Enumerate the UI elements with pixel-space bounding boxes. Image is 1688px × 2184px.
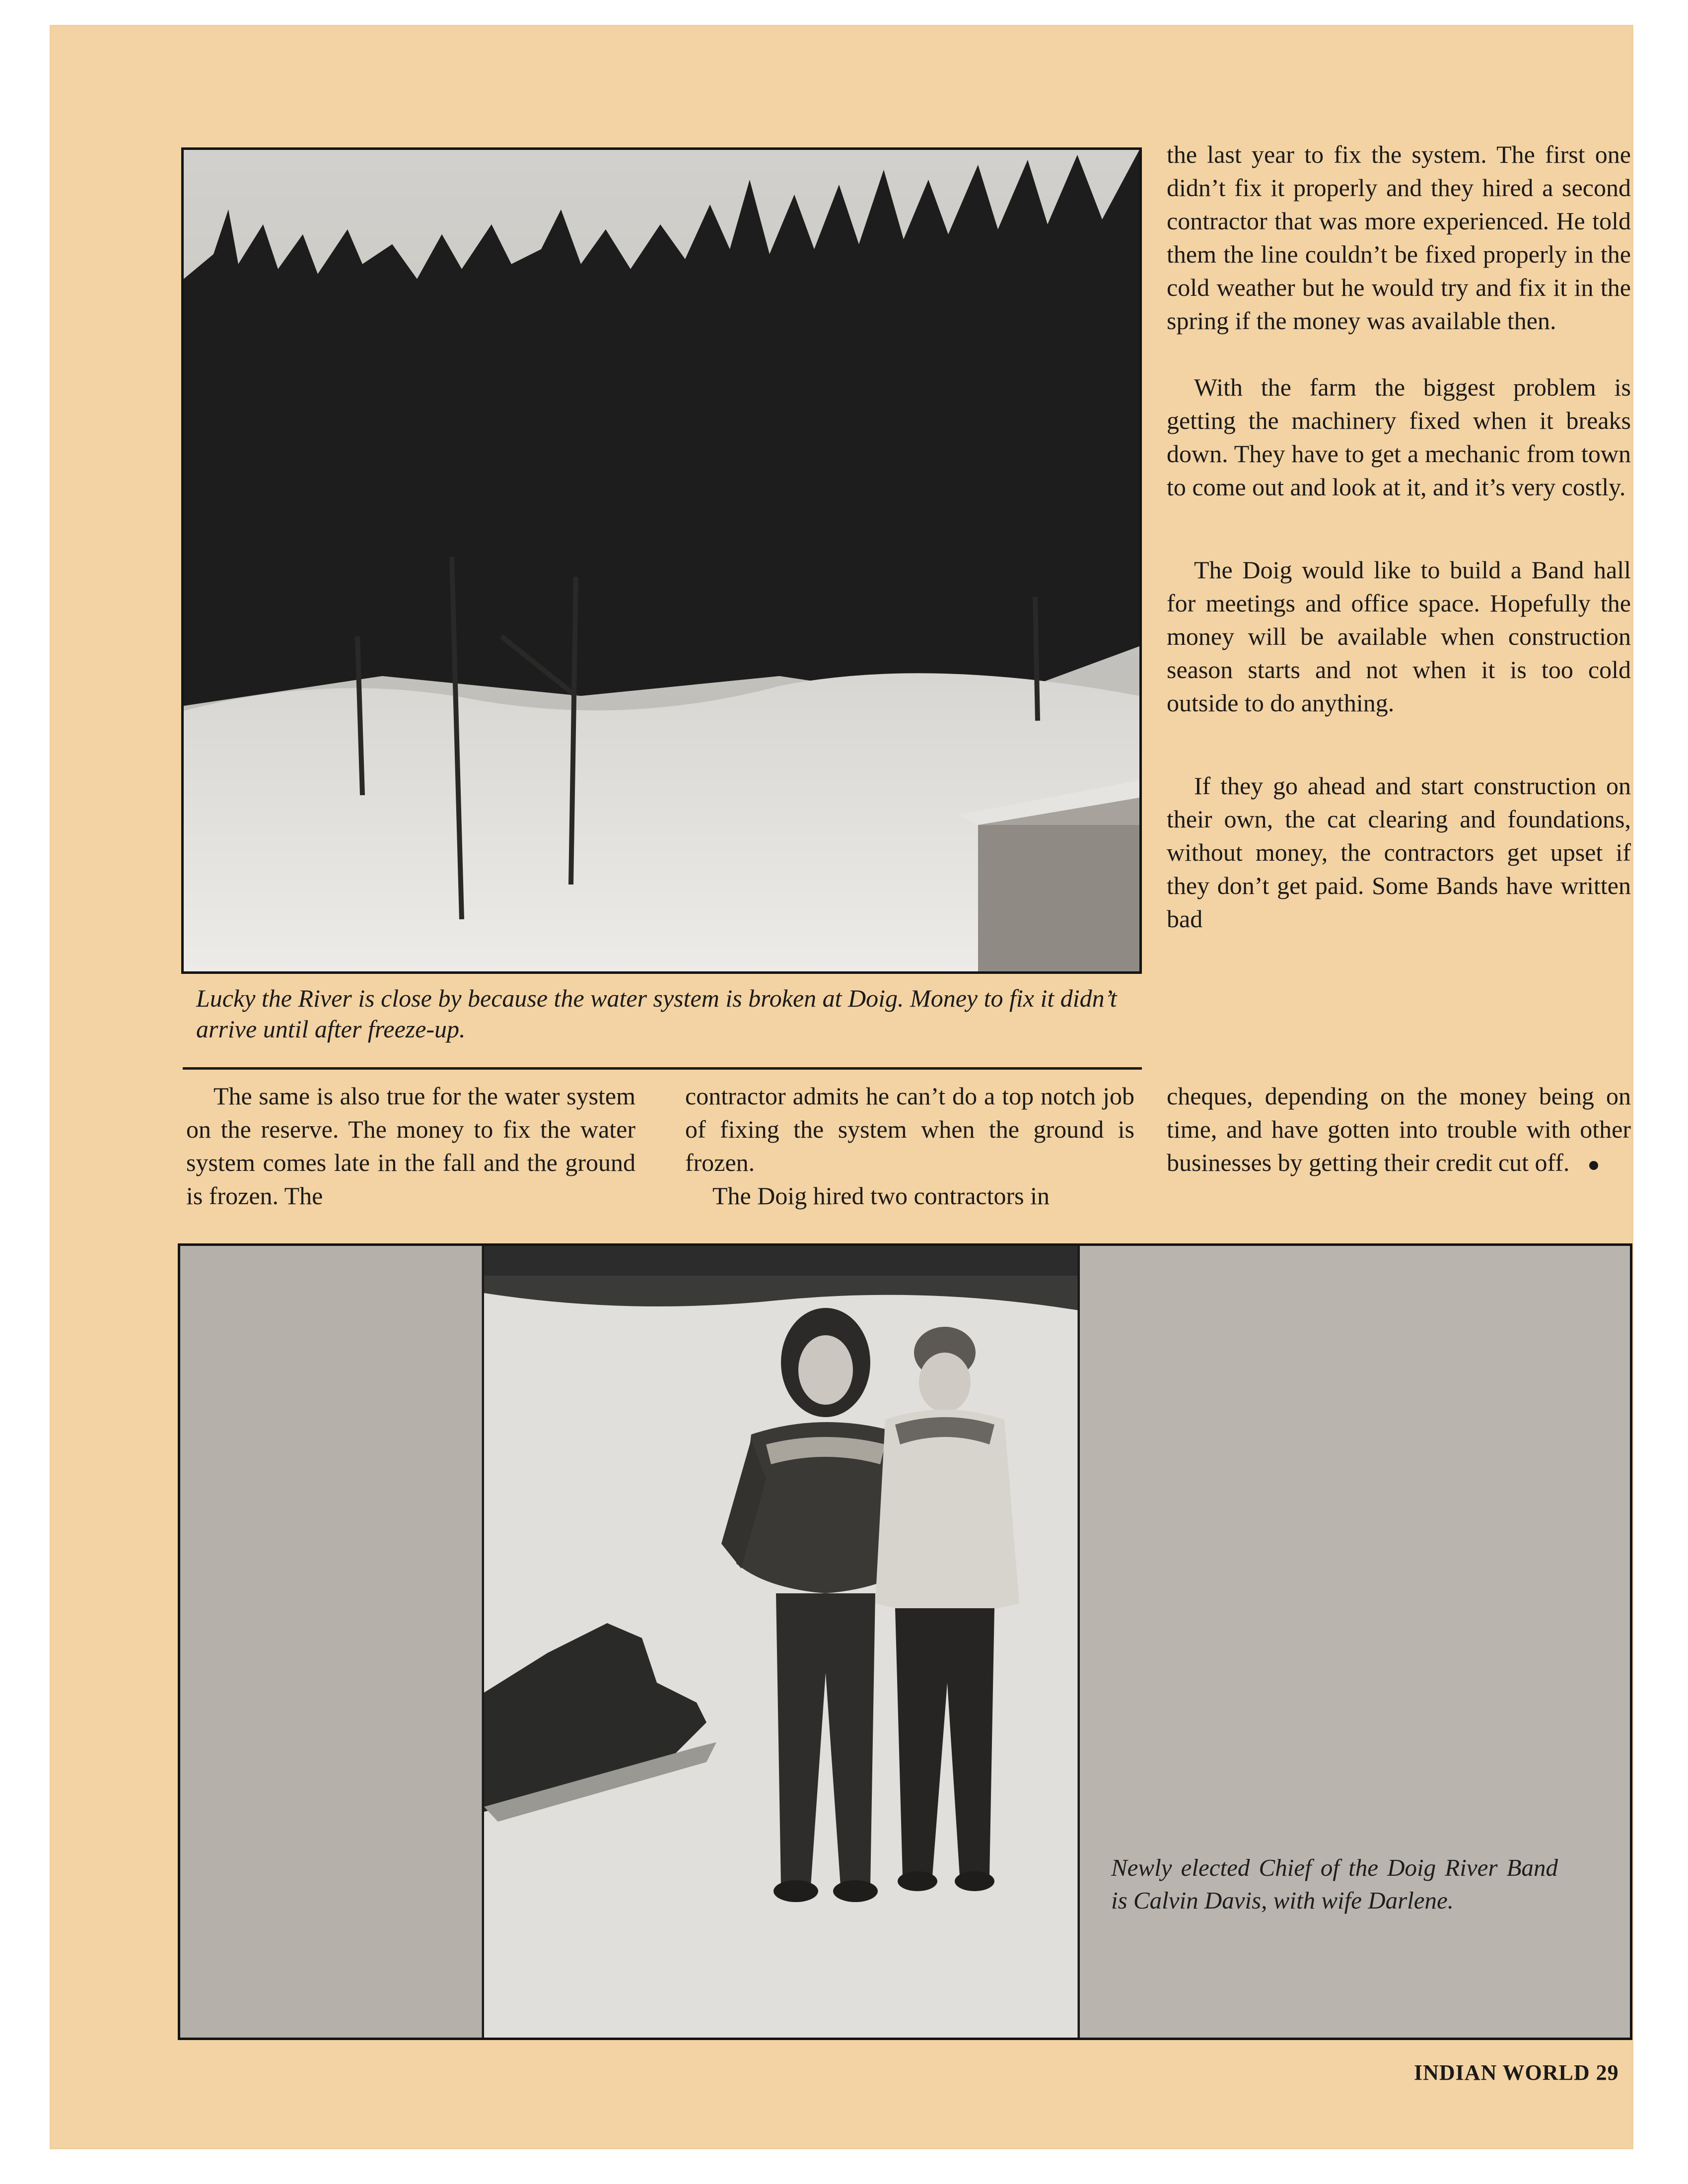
photo-chief-and-wife <box>178 1243 1632 2040</box>
column-3-text <box>1167 1080 1631 1179</box>
paragraph: contractor admits he can’t do a top notch job of fixing the system when the ground is frozen. <box>685 1082 1134 1176</box>
caption-top-photo: Lucky the River is close by because the water system is broken at Doig. Money to fix it didn’t arrive until after freeze-up. <box>196 984 1117 1043</box>
couple-illustration <box>180 1246 1630 2038</box>
photo-winter-forest <box>181 147 1142 974</box>
forest-illustration <box>184 150 1139 971</box>
paragraph: With the farm the biggest problem is getting the machinery fixed when it breaks down. They have to get a mechanic from town to come out and look at it, and it’s very costly. <box>1167 373 1631 501</box>
end-mark-bullet <box>1589 1161 1598 1170</box>
paragraph: The Doig hired two contractors in <box>712 1182 1050 1210</box>
paragraph: The Doig would like to build a Band hall for meetings and office space. Hopefully the money will be available when construction season starts and not when it is too cold outside to do anything. <box>1167 556 1631 717</box>
caption-bottom-photo: Newly elected Chief of the Doig River Band is Calvin Davis, with wife Darlene. <box>1111 1854 1558 1914</box>
column-1-text <box>186 1080 635 1213</box>
caption-divider <box>183 1067 1142 1070</box>
paragraph: The same is also true for the water system on the reserve. The money to fix the water system comes late in the fall and the ground is frozen. The <box>186 1082 635 1210</box>
magazine-page <box>50 25 1633 2149</box>
paragraph-text: cheques, depending on the money being on time, and have gotten into trouble with other businesses by getting their credit cut off. <box>1167 1082 1631 1176</box>
paragraph <box>1167 1080 1631 1179</box>
paragraph: If they go ahead and start construction on their own, the cat clearing and foundations, without money, the contractors get upset if they don’t get paid. Some Bands have written bad <box>1167 772 1631 933</box>
paragraph: the last year to fix the system. The first one didn’t fix it properly and they hired a second contractor that was more experienced. He told them the line couldn’t be fixed properly in the cold weather but he would try and fix it in the spring if the money was available then. <box>1167 140 1631 335</box>
right-column-text <box>1167 138 1631 936</box>
column-2-text <box>685 1080 1134 1213</box>
page-footer: INDIAN WORLD 29 <box>1414 2060 1619 2085</box>
